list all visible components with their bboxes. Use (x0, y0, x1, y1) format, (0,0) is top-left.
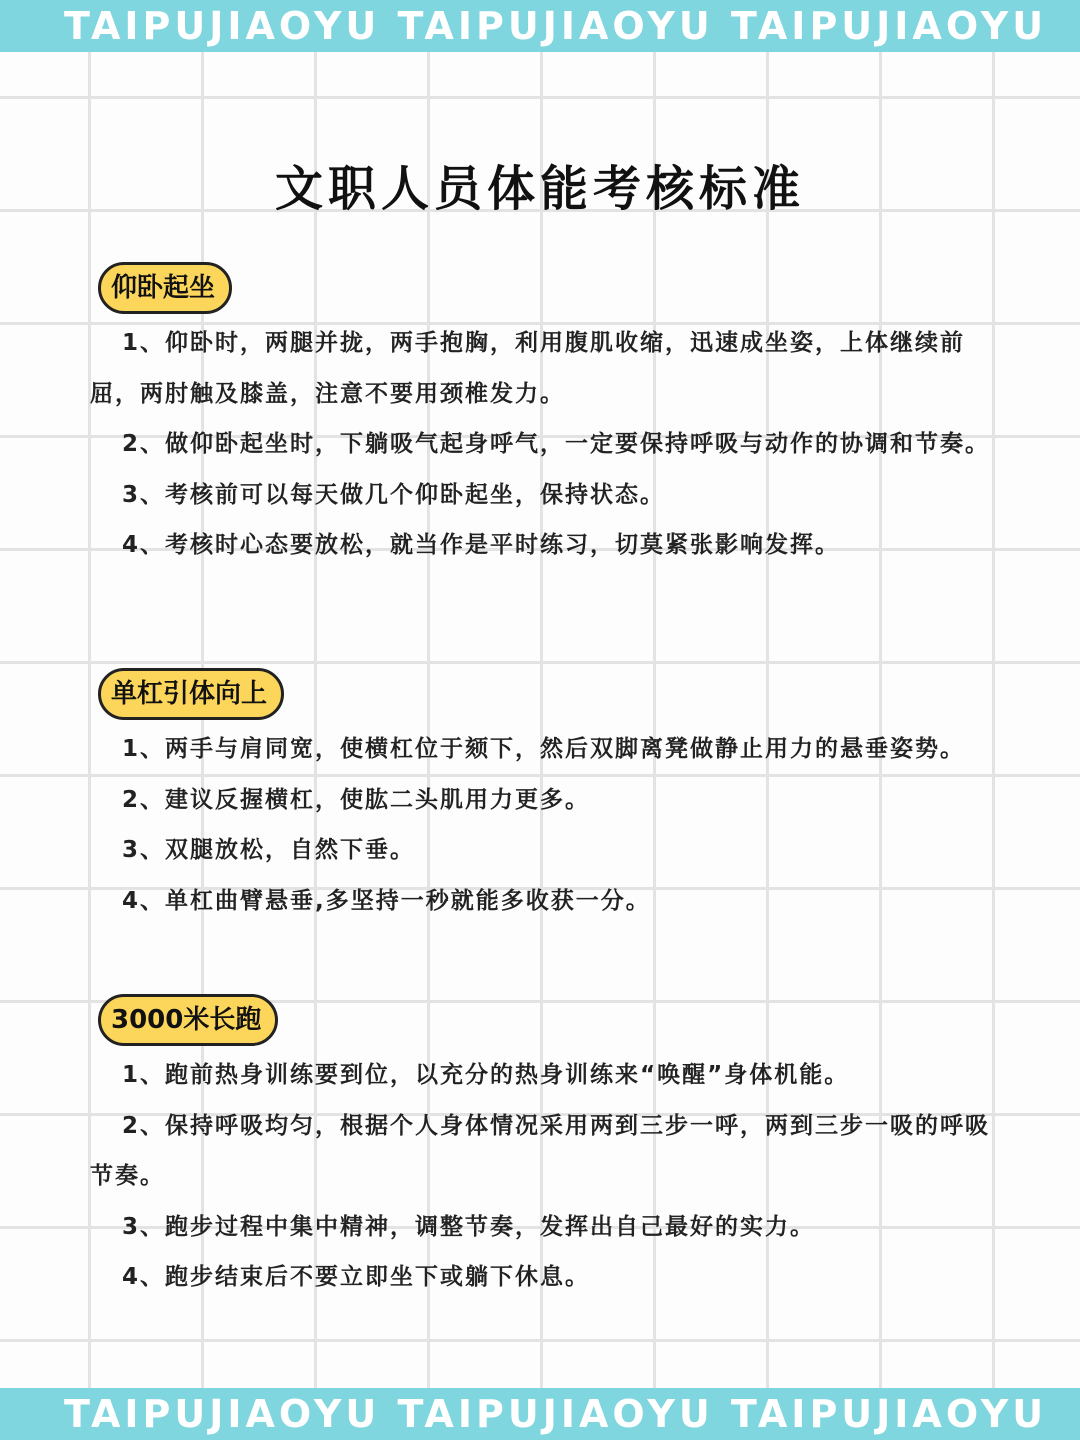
section-badge-pullups: 单杠引体向上 (98, 668, 284, 720)
list-item: 2、建议反握横杠，使肱二头肌用力更多。 (122, 786, 591, 813)
section-items (0, 1050, 1080, 1303)
list-item: 4、跑步结束后不要立即坐下或躺下休息。 (122, 1264, 591, 1290)
bottom-banner: TAIPUJIAOYU TAIPUJIAOYU TAIPUJIAOYU (0, 1388, 1080, 1440)
section-items (0, 724, 1080, 926)
list-item: 2、保持呼吸均匀，根据个人身体情况采用两到三步一呼，两到三步一吸的呼吸节奏。 (90, 1112, 991, 1189)
list-item: 3、跑步过程中集中精神，调整节奏，发挥出自己最好的实力。 (122, 1213, 816, 1240)
list-item: 1、跑前热身训练要到位，以充分的热身训练来“唤醒”身体机能。 (122, 1062, 850, 1088)
list-item: 2、做仰卧起坐时，下躺吸气起身呼气，一定要保持呼吸与动作的协调和节奏。 (122, 431, 991, 457)
page-title: 文职人员体能考核标准 (274, 161, 805, 217)
list-item: 1、仰卧时，两腿并拢，两手抱胸，利用腹肌收缩，迅速成坐姿，上体继续前屈，两肘触及膝盖，注意不要用颈椎发力。 (90, 330, 966, 407)
section-badge-3000m-run: 3000米长跑 (98, 994, 278, 1046)
top-banner: TAIPUJIAOYU TAIPUJIAOYU TAIPUJIAOYU (0, 0, 1080, 52)
list-item: 1、两手与肩同宽，使横杠位于颏下，然后双脚离凳做静止用力的悬垂姿势。 (122, 736, 966, 762)
list-item: 4、单杠曲臂悬垂,多坚持一秒就能多收获一分。 (122, 887, 651, 914)
section-badge-situps: 仰卧起坐 (98, 262, 232, 314)
list-item: 3、考核前可以每天做几个仰卧起坐，保持状态。 (122, 481, 666, 508)
section-items (0, 318, 1080, 571)
list-item: 3、双腿放松，自然下垂。 (122, 837, 416, 863)
list-item: 4、考核时心态要放松，就当作是平时练习，切莫紧张影响发挥。 (122, 532, 841, 558)
